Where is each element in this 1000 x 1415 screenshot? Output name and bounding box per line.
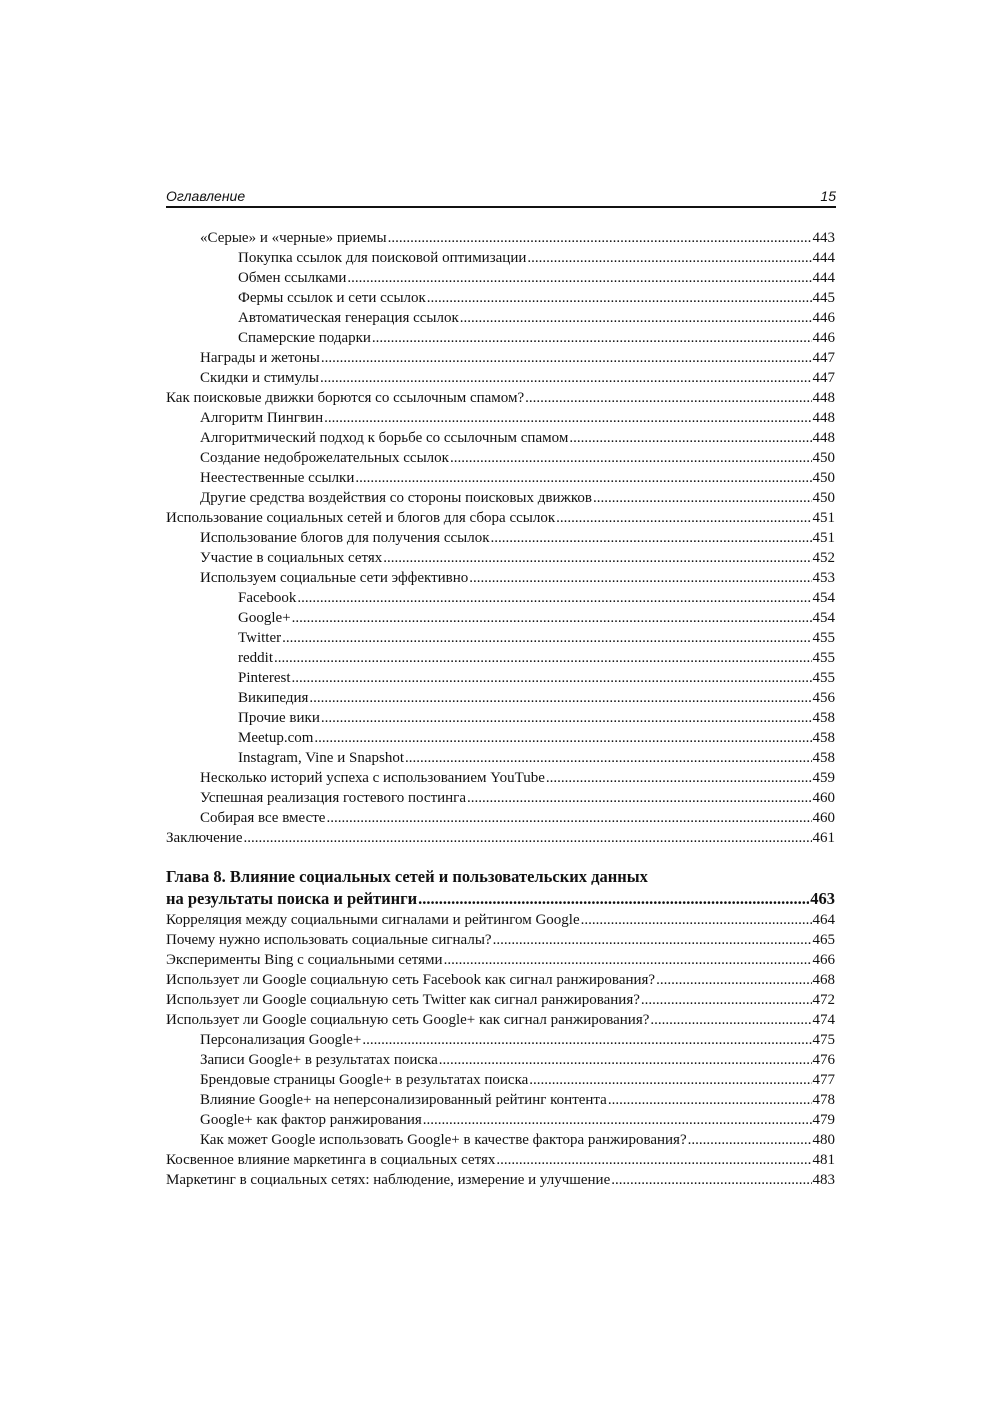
- toc-entry[interactable]: [166, 588, 835, 608]
- toc-entry[interactable]: [166, 528, 835, 548]
- dot-leader: [556, 508, 811, 528]
- toc-entry-title: Обмен ссылками: [238, 270, 347, 286]
- dot-leader: [450, 448, 812, 468]
- toc-entry-page: 459: [812, 770, 835, 786]
- toc-entry[interactable]: [166, 990, 835, 1010]
- toc-entry-page: 480: [812, 1132, 835, 1148]
- toc-entry-page: 447: [812, 350, 835, 366]
- dot-leader: [611, 1170, 811, 1190]
- dot-leader: [650, 1010, 811, 1030]
- dot-leader: [546, 768, 812, 788]
- dot-leader: [688, 1130, 812, 1150]
- toc-entry-page: 472: [812, 992, 835, 1008]
- dot-leader: [282, 628, 811, 648]
- toc-entry-page: 479: [812, 1112, 835, 1128]
- toc-entry-page: 443: [812, 230, 835, 246]
- toc-entry-page: 455: [812, 650, 835, 666]
- toc-entry-page: 452: [812, 550, 835, 566]
- toc-entry[interactable]: [166, 248, 835, 268]
- dot-leader: [388, 228, 812, 248]
- toc-entry[interactable]: [166, 1050, 835, 1070]
- toc-entry[interactable]: [166, 768, 835, 788]
- toc-entry-page: 456: [812, 690, 835, 706]
- dot-leader: [641, 990, 812, 1010]
- dot-leader: [467, 788, 812, 808]
- toc-entry-page: 451: [812, 510, 835, 526]
- toc-entry[interactable]: [166, 1110, 835, 1130]
- toc-entry-title: Использует ли Google социальную сеть Twitter как сигнал ранжирования?: [166, 992, 640, 1008]
- toc-entry[interactable]: [166, 428, 835, 448]
- toc-section-2: [166, 910, 835, 1190]
- dot-leader: [321, 708, 812, 728]
- toc-entry-page: 451: [812, 530, 835, 546]
- dot-leader: [656, 970, 811, 990]
- toc-entry-title: Эксперименты Bing с социальными сетями: [166, 952, 443, 968]
- toc-entry[interactable]: [166, 970, 835, 990]
- toc-entry[interactable]: [166, 488, 835, 508]
- dot-leader: [496, 1150, 811, 1170]
- dot-leader: [326, 808, 811, 828]
- toc-entry-page: 453: [812, 570, 835, 586]
- toc-entry-title: Заключение: [166, 830, 243, 846]
- toc-entry-title: Фермы ссылок и сети ссылок: [238, 290, 426, 306]
- toc-entry-title: Корреляция между социальными сигналами и рейтингом Google: [166, 912, 580, 928]
- toc-entry[interactable]: [166, 368, 835, 388]
- toc-entry-title: Meetup.com: [238, 730, 314, 746]
- toc-entry[interactable]: [166, 1170, 835, 1190]
- dot-leader: [439, 1050, 812, 1070]
- dot-leader: [292, 668, 812, 688]
- toc-entry-page: 464: [812, 912, 835, 928]
- toc-entry-page: 481: [812, 1152, 835, 1168]
- toc-entry-title: reddit: [238, 650, 273, 666]
- toc-entry-title: Создание недоброжелательных ссылок: [200, 450, 449, 466]
- toc-entry-title: Награды и жетоны: [200, 350, 320, 366]
- dot-leader: [529, 1070, 811, 1090]
- toc-entry[interactable]: [166, 1130, 835, 1150]
- dot-leader: [244, 828, 812, 848]
- dot-leader: [491, 528, 812, 548]
- dot-leader: [355, 468, 811, 488]
- dot-leader: [314, 728, 811, 748]
- dot-leader: [569, 428, 811, 448]
- dot-leader: [460, 308, 812, 328]
- toc-entry-page: 445: [812, 290, 835, 306]
- toc-entry-page: 444: [812, 250, 835, 266]
- toc-entry[interactable]: [166, 348, 835, 368]
- toc-entry[interactable]: [166, 308, 835, 328]
- dot-leader: [372, 328, 812, 348]
- toc-entry-title: Косвенное влияние маркетинга в социальных сетях: [166, 1152, 496, 1168]
- toc-entry-page: 458: [812, 710, 835, 726]
- dot-leader: [427, 288, 812, 308]
- toc-entry-title: Как может Google использовать Google+ в качестве фактора ранжирования?: [200, 1132, 687, 1148]
- dot-leader: [581, 910, 812, 930]
- toc-entry-title: Автоматическая генерация ссылок: [238, 310, 459, 326]
- toc-entry[interactable]: [166, 548, 835, 568]
- toc-entry-title: Как поисковые движки борются со ссылочным спамом?: [166, 390, 525, 406]
- running-head: [166, 186, 836, 208]
- dot-leader: [423, 1110, 812, 1130]
- toc-entry-title: Прочие вики: [238, 710, 320, 726]
- toc-entry[interactable]: [166, 328, 835, 348]
- dot-leader: [527, 248, 811, 268]
- toc-entry-page: 460: [812, 790, 835, 806]
- toc-entry[interactable]: [166, 950, 835, 970]
- dot-leader: [405, 748, 812, 768]
- toc-entry-title: Использует ли Google социальную сеть Google+ как сигнал ранжирования?: [166, 1012, 650, 1028]
- toc-entry-title: Instagram, Vine и Snapshot: [238, 750, 404, 766]
- toc-entry[interactable]: [166, 1030, 835, 1050]
- toc-entry[interactable]: [166, 468, 835, 488]
- toc-entry-title: Неестественные ссылки: [200, 470, 355, 486]
- toc-entry-page: 446: [812, 310, 835, 326]
- toc-entry-page: 477: [812, 1072, 835, 1088]
- toc-entry-title: Используем социальные сети эффективно: [200, 570, 469, 586]
- toc-entry[interactable]: [166, 448, 835, 468]
- toc-entry-title: Покупка ссылок для поисковой оптимизации: [238, 250, 527, 266]
- toc-entry[interactable]: [166, 910, 835, 930]
- toc-entry[interactable]: [166, 608, 835, 628]
- toc-entry-page: 466: [812, 952, 835, 968]
- toc-entry[interactable]: [166, 748, 835, 768]
- toc-entry[interactable]: [166, 508, 835, 528]
- dot-leader: [418, 888, 809, 910]
- dot-leader: [493, 930, 812, 950]
- toc-entry-page: 474: [812, 1012, 835, 1028]
- toc-entry[interactable]: [166, 648, 835, 668]
- toc-entry-page: 458: [812, 730, 835, 746]
- toc-entry[interactable]: [166, 628, 835, 648]
- toc-entry-title: Другие средства воздействия со стороны поисковых движков: [200, 490, 592, 506]
- dot-leader: [593, 488, 812, 508]
- toc-entry[interactable]: [166, 828, 835, 848]
- toc-entry-page: 450: [812, 470, 835, 486]
- toc-entry-page: 448: [812, 410, 835, 426]
- toc-entry-page: 454: [812, 590, 835, 606]
- toc-entry-page: 448: [812, 430, 835, 446]
- toc-entry-page: 450: [812, 450, 835, 466]
- running-head-title: Оглавление: [166, 188, 246, 204]
- toc-entry-title: Использование социальных сетей и блогов для сбора ссылок: [166, 510, 556, 526]
- chapter-page: 463: [810, 889, 835, 908]
- toc-entry-title: Участие в социальных сетях: [200, 550, 383, 566]
- dot-leader: [469, 568, 811, 588]
- toc-entry-title: Влияние Google+ на неперсонализированный рейтинг контента: [200, 1092, 607, 1108]
- chapter-entry[interactable]: [166, 888, 835, 910]
- toc-entry[interactable]: [166, 728, 835, 748]
- toc-entry[interactable]: [166, 1090, 835, 1110]
- toc-entry[interactable]: [166, 228, 835, 248]
- toc-entry[interactable]: [166, 668, 835, 688]
- toc-entry[interactable]: [166, 788, 835, 808]
- toc-entry-page: 468: [812, 972, 835, 988]
- page-number: 15: [820, 188, 836, 204]
- toc-entry-title: Несколько историй успеха с использованием YouTube: [200, 770, 545, 786]
- dot-leader: [274, 648, 812, 668]
- toc-entry[interactable]: [166, 808, 835, 828]
- toc-entry-title: Google+: [238, 610, 291, 626]
- toc-entry-title: Алгоритм Пингвин: [200, 410, 324, 426]
- toc-entry-page: 447: [812, 370, 835, 386]
- toc-entry-title: Маркетинг в социальных сетях: наблюдение, измерение и улучшение: [166, 1172, 611, 1188]
- dot-leader: [320, 368, 812, 388]
- dot-leader: [324, 408, 811, 428]
- table-of-contents: [166, 228, 835, 1190]
- section-spacer: [166, 848, 835, 866]
- toc-entry[interactable]: [166, 1150, 835, 1170]
- toc-entry-page: 458: [812, 750, 835, 766]
- toc-entry[interactable]: [166, 930, 835, 950]
- toc-entry-title: Почему нужно использовать социальные сигналы?: [166, 932, 492, 948]
- toc-entry-page: 444: [812, 270, 835, 286]
- toc-entry[interactable]: [166, 708, 835, 728]
- toc-entry-page: 460: [812, 810, 835, 826]
- toc-entry-title: Использует ли Google социальную сеть Facebook как сигнал ранжирования?: [166, 972, 656, 988]
- chapter-title-line1: Глава 8. Влияние социальных сетей и пользовательских данных: [166, 867, 648, 886]
- toc-entry-title: Успешная реализация гостевого постинга: [200, 790, 466, 806]
- dot-leader: [525, 388, 811, 408]
- toc-entry-title: Facebook: [238, 590, 297, 606]
- toc-entry[interactable]: [166, 1010, 835, 1030]
- toc-entry-page: 476: [812, 1052, 835, 1068]
- toc-entry[interactable]: [166, 408, 835, 428]
- dot-leader: [444, 950, 812, 970]
- toc-entry-title: Записи Google+ в результатах поиска: [200, 1052, 438, 1068]
- dot-leader: [297, 588, 811, 608]
- toc-entry-title: Twitter: [238, 630, 282, 646]
- toc-entry[interactable]: [166, 288, 835, 308]
- toc-entry-page: 478: [812, 1092, 835, 1108]
- toc-entry-title: Википедия: [238, 690, 309, 706]
- toc-entry-page: 455: [812, 630, 835, 646]
- toc-entry-page: 454: [812, 610, 835, 626]
- toc-entry-title: Спамерские подарки: [238, 330, 371, 346]
- toc-entry-page: 448: [812, 390, 835, 406]
- toc-entry[interactable]: [166, 1070, 835, 1090]
- toc-entry[interactable]: [166, 268, 835, 288]
- dot-leader: [321, 348, 812, 368]
- toc-entry-page: 483: [812, 1172, 835, 1188]
- dot-leader: [608, 1090, 812, 1110]
- dot-leader: [292, 608, 812, 628]
- toc-entry-page: 475: [812, 1032, 835, 1048]
- dot-leader: [362, 1030, 811, 1050]
- toc-entry-page: 446: [812, 330, 835, 346]
- toc-entry-title: Скидки и стимулы: [200, 370, 319, 386]
- toc-entry-title: «Серые» и «черные» приемы: [200, 230, 387, 246]
- toc-entry-title: Собирая все вместе: [200, 810, 326, 826]
- toc-section-1: [166, 228, 835, 848]
- dot-leader: [309, 688, 811, 708]
- toc-entry-page: 461: [812, 830, 835, 846]
- toc-entry-page: 465: [812, 932, 835, 948]
- dot-leader: [347, 268, 811, 288]
- toc-entry-page: 455: [812, 670, 835, 686]
- toc-entry-title: Использование блогов для получения ссылок: [200, 530, 490, 546]
- chapter-title-line2: на результаты поиска и рейтинги: [166, 889, 418, 908]
- toc-entry-title: Алгоритмический подход к борьбе со ссылочным спамом: [200, 430, 569, 446]
- toc-entry-title: Брендовые страницы Google+ в результатах поиска: [200, 1072, 529, 1088]
- toc-entry-title: Персонализация Google+: [200, 1032, 362, 1048]
- toc-entry-page: 450: [812, 490, 835, 506]
- toc-entry[interactable]: [166, 568, 835, 588]
- toc-entry[interactable]: [166, 388, 835, 408]
- toc-entry-title: Google+ как фактор ранжирования: [200, 1112, 422, 1128]
- toc-entry-title: Pinterest: [238, 670, 291, 686]
- dot-leader: [383, 548, 811, 568]
- toc-entry[interactable]: [166, 688, 835, 708]
